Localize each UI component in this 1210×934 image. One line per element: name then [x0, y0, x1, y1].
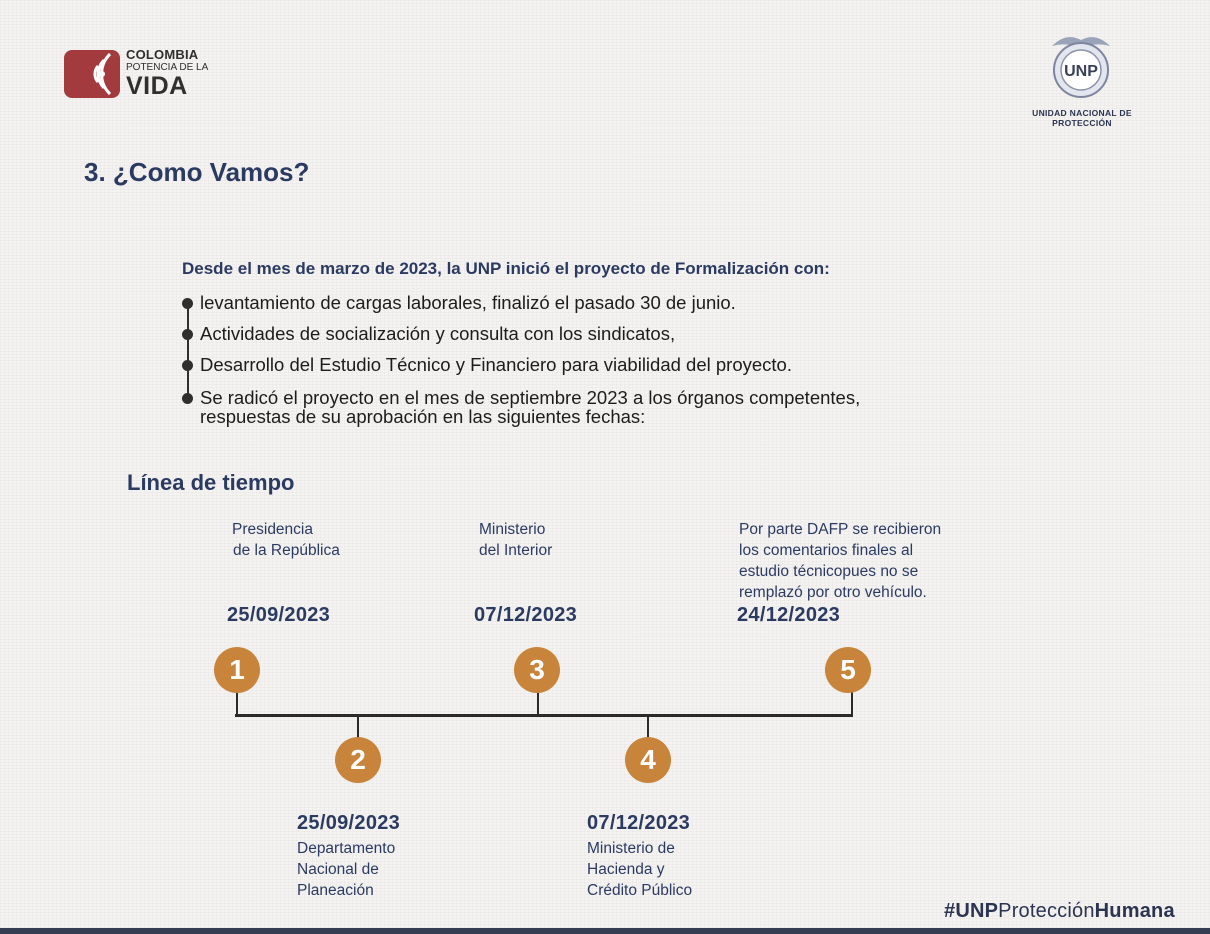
logo-line-2: POTENCIA DE LA — [126, 62, 209, 73]
footer-bar — [0, 928, 1210, 934]
label-line: del Interior — [479, 542, 553, 559]
bullet-item — [182, 387, 860, 427]
colombia-wave-icon — [64, 50, 120, 98]
bullet-dot-icon — [182, 298, 193, 309]
label-line: Ministerio — [479, 521, 546, 538]
timeline-title: Línea de tiempo — [127, 470, 295, 495]
unp-seal-icon — [1046, 28, 1116, 100]
bullet-dot-icon — [182, 360, 193, 371]
timeline-marker-4: 4 — [625, 737, 671, 783]
timeline-date-5: 24/12/2023 — [737, 604, 841, 626]
unp-logo — [1012, 28, 1152, 128]
bullet-text: Se radicó el proyecto en el mes de septiembre 2023 a los órganos competentes, — [200, 387, 861, 408]
bullet-text: levantamiento de cargas laborales, finalizó el pasado 30 de junio. — [200, 292, 736, 313]
label-line: Nacional de — [297, 861, 379, 878]
timeline-label-4 — [587, 838, 692, 901]
bullet-text: Actividades de socialización y consulta con los sindicatos, — [200, 323, 676, 344]
unp-caption: UNIDAD NACIONAL DE PROTECCIÓN — [1032, 108, 1132, 128]
timeline-label-5 — [739, 519, 941, 603]
timeline-date-3: 07/12/2023 — [474, 604, 578, 626]
timeline-tick — [851, 692, 853, 716]
timeline-tick — [236, 692, 238, 716]
timeline-date-2: 25/09/2023 — [297, 812, 401, 834]
timeline-date-1: 25/09/2023 — [227, 604, 331, 626]
timeline-marker-5: 5 — [825, 647, 871, 693]
bullet-item — [182, 323, 675, 344]
timeline-marker-1: 1 — [214, 647, 260, 693]
colombia-logo-text — [126, 48, 216, 99]
bullet-text-continued: respuestas de su aprobación en las siguientes fechas: — [200, 406, 646, 427]
label-line: Ministerio de — [587, 840, 675, 857]
unp-seal-text: UNP — [1064, 63, 1098, 80]
label-line: remplazó por otro vehículo. — [739, 584, 927, 601]
hashtag-part-2: Protección — [998, 900, 1095, 922]
intro-text: Desde el mes de marzo de 2023, la UNP inició el proyecto de Formalización con: — [182, 259, 830, 278]
hashtag-symbol: # — [944, 900, 956, 922]
label-line: estudio técnicopues no se — [739, 563, 919, 580]
label-line: Presidencia — [232, 521, 313, 538]
timeline-label-1 — [232, 519, 340, 561]
bullet-item — [182, 354, 792, 375]
colombia-potencia-logo — [64, 48, 214, 102]
label-line: los comentarios finales al — [739, 542, 914, 559]
bullet-connector-line — [187, 302, 189, 394]
bullet-dot-icon — [182, 329, 193, 340]
footer-hashtag — [944, 900, 1175, 923]
page-title: 3. ¿Como Vamos? — [84, 157, 310, 187]
timeline-tick — [647, 716, 649, 738]
timeline-tick — [357, 716, 359, 738]
label-line: Por parte DAFP se recibieron — [739, 521, 942, 538]
timeline-label-2 — [297, 838, 395, 901]
bullet-item — [182, 292, 736, 313]
timeline-label-3 — [479, 519, 552, 561]
label-line: de la República — [233, 542, 340, 559]
label-line: Planeación — [297, 882, 374, 899]
label-line: Hacienda y — [587, 861, 665, 878]
bullet-dot-icon — [182, 393, 193, 404]
label-line: Departamento — [297, 840, 396, 857]
label-line: Crédito Público — [587, 882, 693, 899]
timeline-axis — [235, 714, 853, 717]
bullet-text: Desarrollo del Estudio Técnico y Financiero para viabilidad del proyecto. — [200, 354, 792, 375]
logo-line-3: VIDA — [126, 72, 188, 100]
logo-line-1: COLOMBIA — [126, 47, 199, 62]
hashtag-part-3: Humana — [1094, 900, 1175, 922]
timeline-marker-2: 2 — [335, 737, 381, 783]
hashtag-part-1: UNP — [955, 900, 999, 922]
timeline-date-4: 07/12/2023 — [587, 812, 691, 834]
timeline-tick — [537, 692, 539, 716]
timeline-marker-3: 3 — [514, 647, 560, 693]
